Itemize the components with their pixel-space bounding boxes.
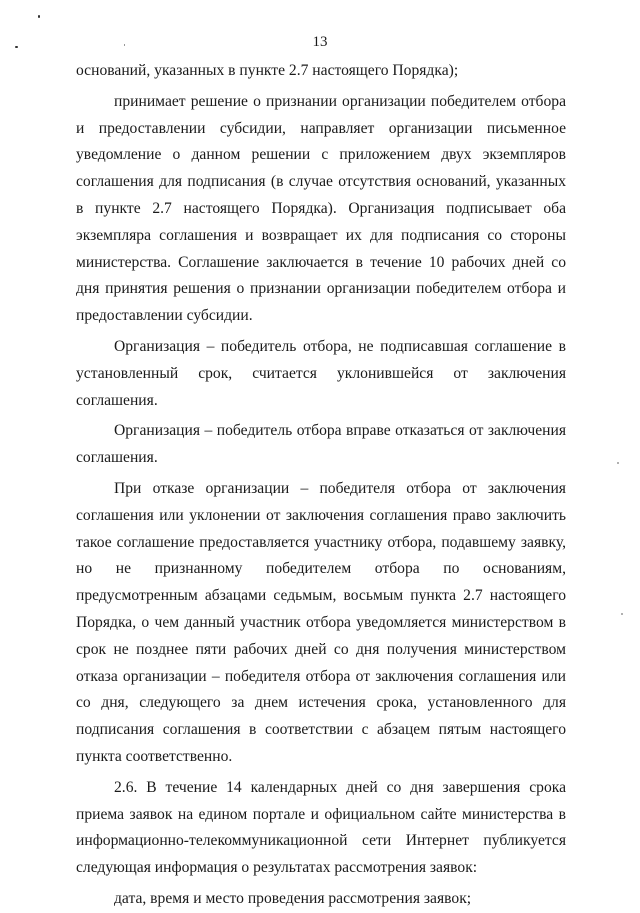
scan-speck — [617, 462, 619, 464]
paragraph: дата, время и место проведения рассмотрения заявок; — [114, 889, 472, 907]
paragraph: оснований, указанных в пункте 2.7 настоящего Порядка); — [76, 62, 459, 79]
scan-speck — [38, 15, 40, 18]
document-body — [76, 58, 566, 913]
paragraph: принимает решение о признании организации победителем отбора и предоставлении субсидии, направляет организации письменное уведомление о данном решении с приложением двух экземпляров соглашения для подписания (в случае отсутствия оснований, указанных в пункте 2.7 настоящего Порядка). Организация подписывает оба экземпляра соглашения и возвращает их для подписания со стороны министерства. Соглашение заключается в течение 10 рабочих дней со дня принятия решения о признании организации победителем отбора и предоставлении субсидии. — [76, 92, 566, 325]
page-number: 13 — [312, 34, 328, 50]
paragraph: Организация – победитель отбора, не подписавшая соглашение в установленный срок, считается уклонившейся от заключения соглашения. — [76, 337, 566, 409]
paragraph: 2.6. В течение 14 календарных дней со дня завершения срока приема заявок на едином портале и официальном сайте министерства в информационно-телекоммуникационной сети Интернет публикуется следующая информация о результатах рассмотрения заявок: — [76, 778, 566, 877]
paragraph: Организация – победитель отбора вправе отказаться от заключения соглашения. — [76, 422, 566, 467]
paragraph: При отказе организации – победителя отбора от заключения соглашения или уклонении от заключения соглашения право заключить такое соглашение предоставляется участнику отбора, подавшему заявку, но не признанному победителем отбора по основаниям, предусмотренным абзацами седьмым, восьмым пункта 2.7 настоящего Порядка, о чем данный участник отбора уведомляется министерством в срок не позднее пяти рабочих дней со дня получения министерством отказа организации – победителя отбора от заключения соглашения или со дня, следующего за днем истечения срока, установленного для подписания соглашения в соответствии с абзацем пятым настоящего пункта соответственно. — [76, 479, 566, 765]
scan-speck — [621, 613, 623, 615]
